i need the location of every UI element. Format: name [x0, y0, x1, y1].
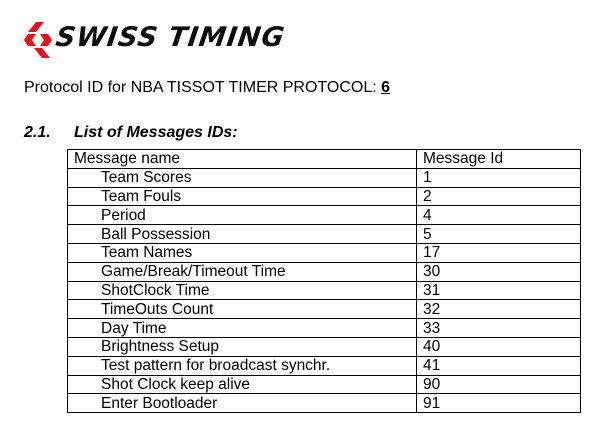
message-id-cell: 40 [417, 337, 581, 356]
table-header-row [68, 150, 581, 169]
table-row [68, 243, 581, 262]
table-row [68, 187, 581, 206]
message-id-cell: 1 [417, 168, 581, 187]
message-id-cell: 33 [417, 319, 581, 338]
message-id-cell: 4 [417, 206, 581, 225]
message-id-cell: 17 [417, 243, 581, 262]
message-id-cell: 31 [417, 281, 581, 300]
column-header-message-id: Message Id [417, 150, 581, 169]
brand-logo [24, 20, 54, 60]
table-row [68, 281, 581, 300]
section-heading [24, 124, 238, 142]
table-row [68, 394, 581, 413]
message-id-cell: 32 [417, 300, 581, 319]
message-name-cell: Enter Bootloader [68, 394, 417, 413]
section-number: 2.1. [24, 124, 51, 141]
table-row [68, 375, 581, 394]
brand-name: SWISS TIMING [53, 22, 287, 53]
protocol-label: Protocol ID for NBA TISSOT TIMER PROTOCOL: [24, 79, 382, 96]
message-name-cell: Shot Clock keep alive [68, 375, 417, 394]
message-id-cell: 5 [417, 225, 581, 244]
message-name-cell: Team Names [68, 243, 417, 262]
table-row [68, 356, 581, 375]
protocol-line [24, 79, 390, 97]
message-id-cell: 41 [417, 356, 581, 375]
message-name-cell: ShotClock Time [68, 281, 417, 300]
message-id-table [67, 149, 581, 413]
table-row [68, 319, 581, 338]
table-row [68, 225, 581, 244]
message-name-cell: Period [68, 206, 417, 225]
table-row [68, 206, 581, 225]
table-row [68, 262, 581, 281]
section-title: List of Messages IDs: [74, 124, 238, 141]
message-name-cell: Ball Possession [68, 225, 417, 244]
message-name-cell: Test pattern for broadcast synchr. [68, 356, 417, 375]
message-name-cell: Brightness Setup [68, 337, 417, 356]
swiss-timing-logo-icon [24, 20, 54, 60]
message-name-cell: Team Scores [68, 168, 417, 187]
message-id-cell: 30 [417, 262, 581, 281]
column-header-message-name: Message name [68, 150, 417, 169]
message-id-cell: 91 [417, 394, 581, 413]
message-name-cell: Day Time [68, 319, 417, 338]
message-id-cell: 2 [417, 187, 581, 206]
message-id-cell: 90 [417, 375, 581, 394]
protocol-id: 6 [381, 79, 391, 96]
table-row [68, 168, 581, 187]
table-row [68, 300, 581, 319]
table-row [68, 337, 581, 356]
message-name-cell: TimeOuts Count [68, 300, 417, 319]
message-name-cell: Game/Break/Timeout Time [68, 262, 417, 281]
message-name-cell: Team Fouls [68, 187, 417, 206]
